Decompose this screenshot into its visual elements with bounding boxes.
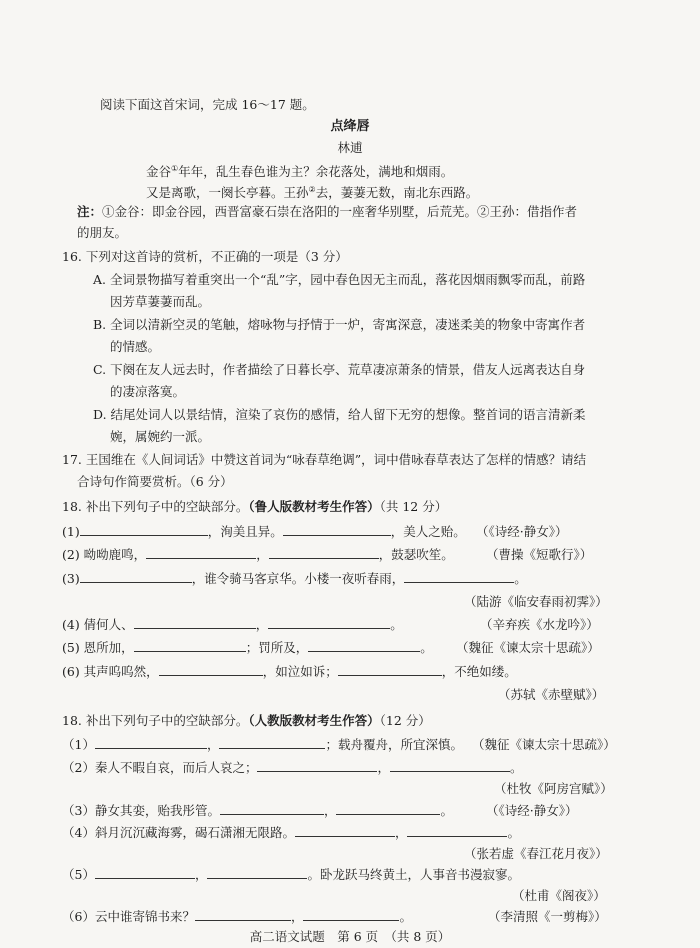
q18b-blank-2a[interactable] bbox=[257, 759, 377, 772]
q18b-item-2 bbox=[62, 759, 523, 777]
q17-line-1: 17. 王国维在《人间词话》中赞这首词为“咏春草绝调”，词中借咏春草表达了怎样的情感？请结 bbox=[62, 452, 587, 467]
q18a-blank-3a[interactable] bbox=[80, 570, 192, 583]
q18b-item-6-text-a: （6）云中谁寄锦书来？ bbox=[62, 909, 195, 924]
q18a-blank-1b[interactable] bbox=[283, 523, 391, 536]
q18b-item-5 bbox=[62, 866, 520, 884]
q18a-points: （共 12 分） bbox=[379, 499, 448, 514]
q18a-item-3-text-c: 。 bbox=[514, 571, 527, 586]
q18a-item-6-text-a: (6) 其声呜呜然， bbox=[62, 664, 159, 679]
poem-line-1-part-b: 年年，乱生春色谁为主？余花落处，满地和烟雨。 bbox=[178, 164, 454, 180]
q18a-blank-5a[interactable] bbox=[134, 639, 246, 652]
q18b-blank-2b[interactable] bbox=[390, 759, 510, 772]
q18b-blank-4a[interactable] bbox=[295, 824, 395, 837]
note-marker-1: ① bbox=[171, 164, 179, 173]
q18a-item-4-text-a: (4) 倩何人、 bbox=[62, 617, 134, 632]
q16-option-a-2: 因芳草萋萋而乱。 bbox=[110, 294, 211, 309]
q18a-item-3 bbox=[62, 570, 527, 588]
q18a-item-3-num: (3) bbox=[62, 571, 80, 586]
q18a-blank-3b[interactable] bbox=[404, 570, 514, 583]
q18a-blank-4b[interactable] bbox=[268, 616, 390, 629]
q18b-item-1-text-c: ；载舟覆舟，所宜深慎。 bbox=[325, 737, 463, 752]
q16-option-c-1: C. 下阕在友人远去时，作者描绘了日暮长亭、荒草凄凉萧条的情景，借友人远离表达自身 bbox=[93, 362, 586, 377]
q18a-blank-2a[interactable] bbox=[146, 546, 256, 559]
q18a-item-2-text-c: ，鼓瑟吹笙。 bbox=[378, 547, 454, 562]
q18a-blank-5b[interactable] bbox=[308, 639, 420, 652]
q18b-item-3 bbox=[62, 802, 453, 820]
q18a-item-1-source: （《诗经·静女》） bbox=[476, 524, 568, 539]
q18b-blank-3a[interactable] bbox=[220, 802, 324, 815]
q16-option-b-1: B. 全词以清新空灵的笔触，熔咏物与抒情于一炉，寄寓深意，凄迷柔美的物象中寄寓作者 bbox=[93, 317, 586, 332]
q16-option-c-2: 的凄凉落寞。 bbox=[110, 384, 186, 399]
q18b-item-6-text-c: 。 bbox=[399, 909, 412, 924]
q18a-stem bbox=[62, 498, 447, 516]
q18a-item-5 bbox=[62, 639, 433, 657]
q18b-item-4-source: （张若虚《春江花月夜》） bbox=[464, 846, 608, 861]
notes-line-2: 的朋友。 bbox=[77, 225, 128, 240]
q18a-blank-6a[interactable] bbox=[159, 663, 263, 676]
poem-line-1 bbox=[146, 160, 453, 181]
q18a-item-3-source: （陆游《临安春雨初霁》） bbox=[464, 594, 608, 609]
q18a-item-1-text-c: ，美人之贻。 bbox=[390, 524, 466, 539]
q18a-item-2-text-b: ， bbox=[256, 547, 269, 562]
q18b-item-4 bbox=[62, 824, 520, 842]
q18b-item-2-text-c: 。 bbox=[509, 760, 523, 775]
q18a-item-6 bbox=[62, 663, 517, 681]
q18a-item-6-text-b: ，如泣如诉； bbox=[262, 664, 338, 679]
q18a-blank-1a[interactable] bbox=[80, 523, 208, 536]
notes-line-1 bbox=[77, 203, 577, 221]
q18b-blank-3b[interactable] bbox=[336, 802, 440, 815]
q18b-item-3-text-c: 。 bbox=[440, 803, 453, 818]
q18b-blank-5a[interactable] bbox=[95, 866, 195, 879]
q18a-stem-text: 18. 补出下列句子中的空缺部分。 bbox=[62, 499, 249, 514]
q18b-blank-4b[interactable] bbox=[407, 824, 507, 837]
q18a-edition: （鲁人版教材考生作答） bbox=[248, 499, 380, 514]
q18a-item-4-source: （辛弃疾《水龙吟》） bbox=[480, 617, 599, 632]
poem-line-2 bbox=[146, 181, 478, 202]
q18b-item-3-text-a: （3）静女其娈，贻我彤管。 bbox=[62, 803, 220, 818]
q18a-item-2-text-a: (2) 呦呦鹿鸣， bbox=[62, 547, 147, 562]
q18a-item-6-text-c: ，不绝如缕。 bbox=[441, 664, 517, 679]
q18a-item-1-num: (1) bbox=[62, 524, 80, 539]
q18b-item-4-text-a: （4）斜月沉沉藏海雾，碣石潇湘无限路。 bbox=[62, 825, 295, 840]
q18a-item-5-text-a: (5) 恩所加， bbox=[62, 640, 134, 655]
q18b-item-6-source: （李清照《一剪梅》） bbox=[488, 909, 607, 924]
q16-option-d-1: D. 结尾处词人以景结情，渲染了哀伤的感情，给人留下无穷的想像。整首词的语言清新柔 bbox=[93, 407, 586, 422]
q18a-item-3-text-b: ，谁令骑马客京华。小楼一夜听春雨， bbox=[191, 571, 405, 586]
q16-option-d-2: 婉，属婉约一派。 bbox=[110, 429, 211, 444]
q18a-item-2 bbox=[62, 546, 454, 564]
poem-title: 点绛唇 bbox=[330, 119, 370, 134]
poem-line-2-part-a: 又是离歌，一阕长亭暮。王孙 bbox=[146, 185, 309, 201]
q18b-item-1-num: （1） bbox=[62, 737, 95, 752]
q18b-item-5-text-b: ， bbox=[194, 867, 208, 882]
q18a-item-6-source: （苏轼《赤壁赋》） bbox=[498, 687, 605, 702]
q18a-blank-4a[interactable] bbox=[134, 616, 256, 629]
q18a-item-5-text-b: ；罚所及， bbox=[245, 640, 309, 655]
q18a-item-1-text-b: ，洵美且异。 bbox=[207, 524, 283, 539]
q18a-item-5-text-c: 。 bbox=[420, 640, 433, 655]
q18b-stem-text: 18. 补出下列句子中的空缺部分。 bbox=[62, 713, 249, 728]
q16-option-b-2: 的情感。 bbox=[110, 339, 161, 354]
poem-line-2-part-b: 去，萋萋无数，南北东西路。 bbox=[315, 185, 479, 201]
q18b-blank-1b[interactable] bbox=[219, 736, 325, 749]
q18b-item-4-text-c: 。 bbox=[507, 825, 520, 840]
q18a-item-4 bbox=[62, 616, 403, 634]
q18b-item-2-text-a: （2）秦人不暇自哀，而后人哀之； bbox=[62, 760, 258, 775]
q18b-item-2-source: （杜牧《阿房宫赋》） bbox=[494, 781, 613, 796]
q18b-blank-6a[interactable] bbox=[195, 908, 291, 921]
q18b-blank-5b[interactable] bbox=[207, 866, 307, 879]
q16-option-a-1: A. 全词景物描写着重突出一个“乱”字，园中春色因无主而乱，落花因烟雨飘零而乱，前路 bbox=[93, 272, 586, 287]
q18b-item-6 bbox=[62, 908, 412, 926]
notes-label: 注： bbox=[77, 204, 103, 219]
q18b-edition: （人教版教材考生作答） bbox=[248, 713, 380, 728]
notes-text-1: ①金谷：即金谷园，西晋富豪石崇在洛阳的一座奢华别墅，后荒芜。②王孙：借指作者 bbox=[102, 204, 578, 219]
q18a-blank-6b[interactable] bbox=[338, 663, 442, 676]
q18b-item-3-source: （《诗经·静女》） bbox=[486, 803, 578, 818]
q18b-item-5-source: （杜甫《阁夜》） bbox=[512, 888, 606, 903]
q17-line-2: 合诗句作简要赏析。（6 分） bbox=[77, 474, 233, 489]
q18a-item-4-text-c: 。 bbox=[390, 617, 403, 632]
q18b-item-1-source: （魏征《谏太宗十思疏》） bbox=[472, 737, 616, 752]
q18a-blank-2b[interactable] bbox=[269, 546, 379, 559]
note-marker-2: ② bbox=[308, 185, 316, 194]
q18b-points: （12 分） bbox=[379, 713, 431, 728]
q18b-item-1-text-b: ， bbox=[206, 737, 220, 752]
q18b-item-5-text-c: 。卧龙跃马终黄土，人事音书漫寂寥。 bbox=[307, 867, 520, 882]
q18b-item-4-text-b: ， bbox=[394, 825, 408, 840]
q18b-stem bbox=[62, 712, 431, 730]
q18b-item-3-text-b: ， bbox=[323, 803, 337, 818]
q18a-item-2-source: （曹操《短歌行》） bbox=[486, 547, 593, 562]
q18b-blank-1a[interactable] bbox=[95, 736, 207, 749]
poem-line-1-part-a: 金谷 bbox=[146, 164, 172, 180]
q18a-item-5-source: （魏征《谏太宗十思疏》） bbox=[456, 640, 600, 655]
q16-stem: 16. 下列对这首诗的赏析，不正确的一项是（3 分） bbox=[62, 249, 348, 264]
page-footer: 高二语文试题 第 6 页 （共 8 页） bbox=[249, 929, 451, 944]
q18a-item-4-text-b: ， bbox=[255, 617, 269, 632]
poem-author: 林逋 bbox=[337, 140, 363, 155]
q18b-blank-6b[interactable] bbox=[303, 908, 399, 921]
q18b-item-1 bbox=[62, 736, 463, 754]
reading-intro: 阅读下面这首宋词，完成 16～17 题。 bbox=[100, 97, 315, 112]
q18b-item-5-num: （5） bbox=[62, 867, 95, 882]
q18b-item-6-text-b: ， bbox=[290, 909, 304, 924]
q18a-item-1 bbox=[62, 523, 466, 541]
q18b-item-2-text-b: ， bbox=[377, 760, 390, 775]
